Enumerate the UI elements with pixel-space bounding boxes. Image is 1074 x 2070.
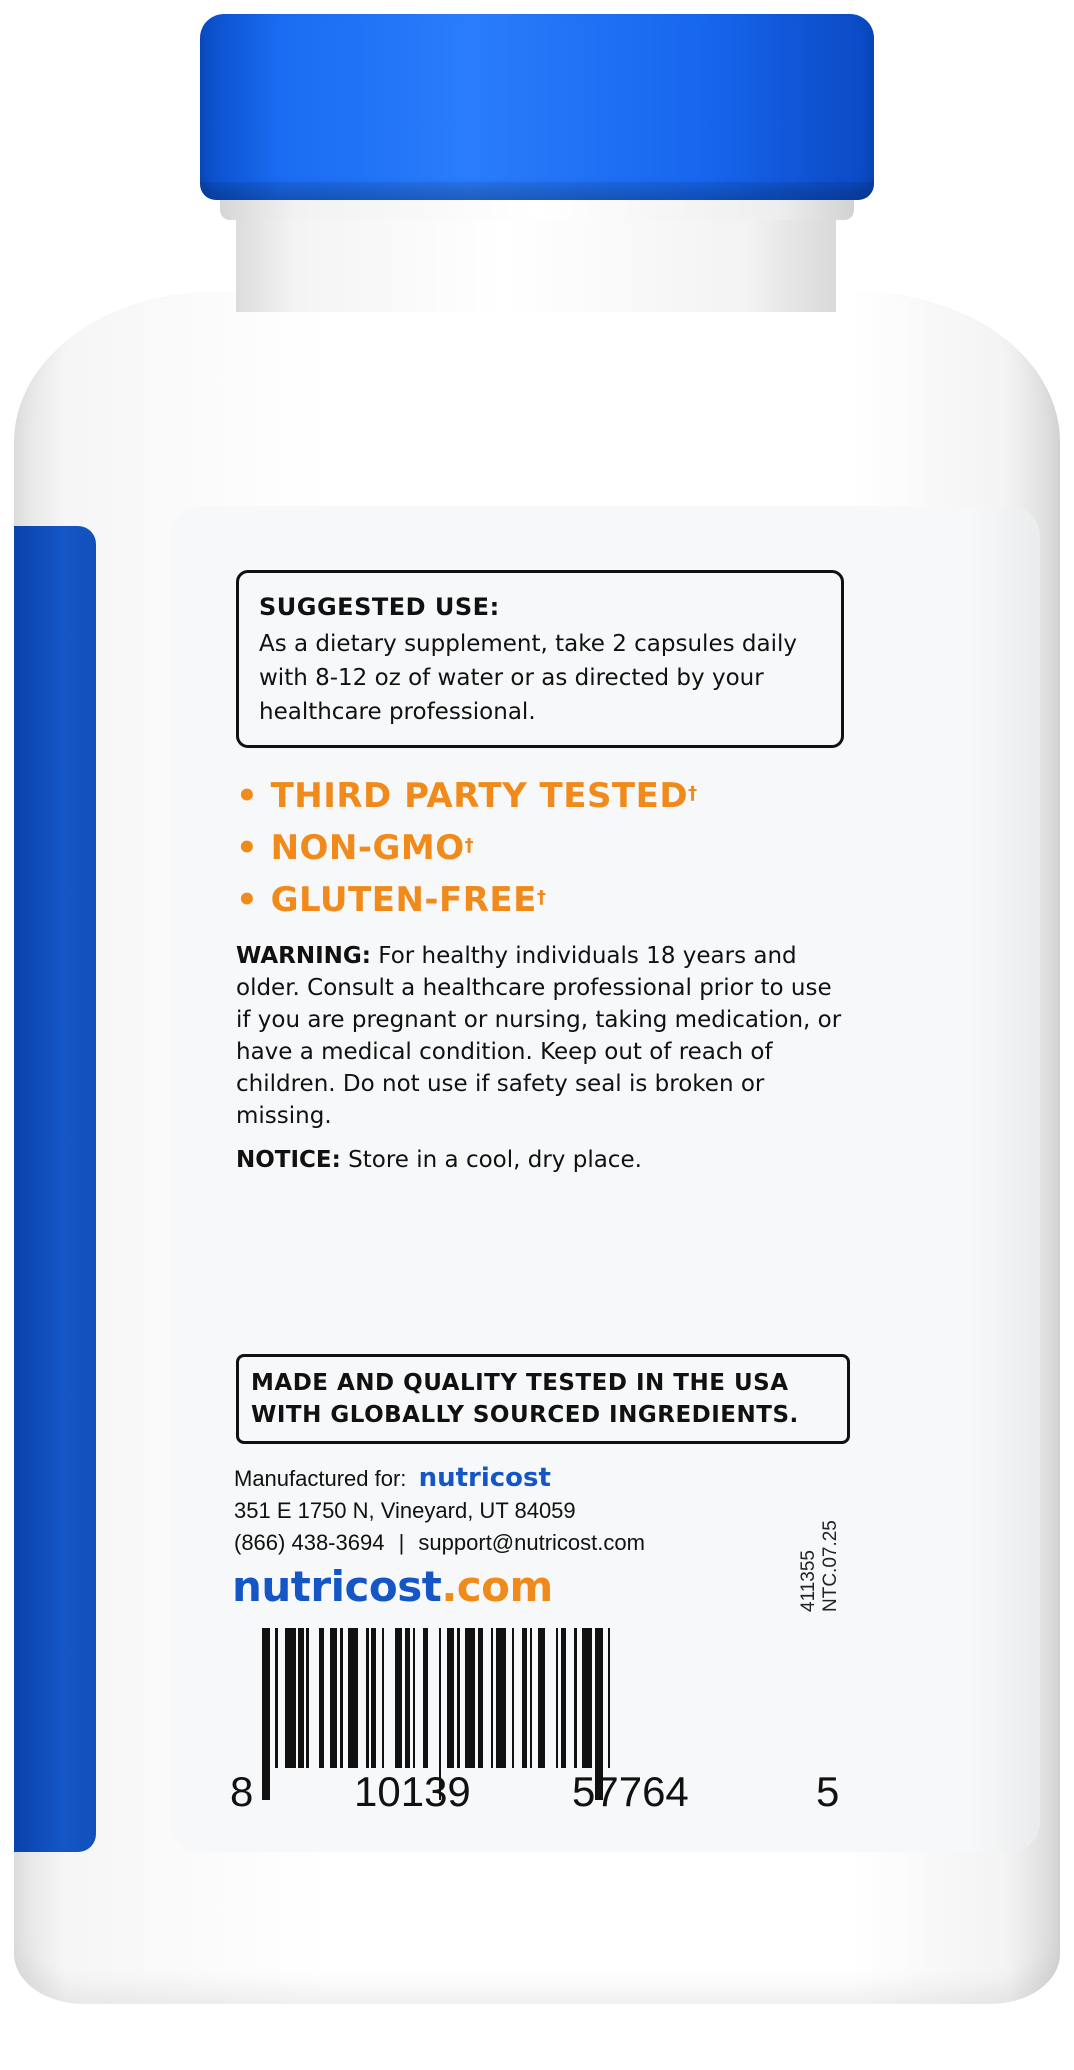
barcode-bar bbox=[330, 1628, 338, 1768]
notice-text: NOTICE: Store in a cool, dry place. bbox=[236, 1147, 642, 1173]
barcode-bar bbox=[275, 1628, 278, 1768]
claim-gluten-free: • GLUTEN-FREE† bbox=[236, 880, 547, 920]
manufacturer-info bbox=[234, 1462, 645, 1559]
manufacturer-line bbox=[234, 1462, 645, 1495]
label-blue-strip bbox=[14, 526, 96, 1852]
barcode-group-left: 10139 bbox=[354, 1768, 471, 1815]
barcode-bar bbox=[574, 1628, 577, 1768]
manufacturer-contact bbox=[234, 1527, 645, 1559]
barcode-bar bbox=[285, 1628, 295, 1768]
barcode-bar bbox=[348, 1628, 358, 1768]
manufactured-for-label: Manufactured for: bbox=[234, 1466, 407, 1491]
barcode-bar bbox=[496, 1628, 506, 1768]
barcode-bar bbox=[561, 1628, 566, 1768]
barcode-bar bbox=[447, 1628, 455, 1768]
barcode-bar bbox=[371, 1628, 376, 1768]
lot-code bbox=[798, 1520, 908, 1612]
claim-non-gmo: • NON-GMO† bbox=[236, 828, 475, 868]
lot-ntc: NTC.07.25 bbox=[820, 1520, 841, 1612]
made-in-usa-box bbox=[236, 1354, 850, 1444]
label-content bbox=[236, 570, 856, 1176]
barcode-bar bbox=[423, 1628, 428, 1768]
barcode-bar bbox=[556, 1628, 559, 1768]
lot-number: 411355 bbox=[798, 1550, 819, 1612]
barcode-group-right: 57764 bbox=[572, 1768, 689, 1815]
barcode-bar bbox=[530, 1628, 533, 1768]
barcode-bar bbox=[478, 1628, 483, 1768]
barcode-digit-first: 8 bbox=[230, 1768, 254, 1815]
barcode-bar bbox=[395, 1628, 403, 1768]
suggested-use-box bbox=[236, 570, 844, 748]
barcode-bar bbox=[538, 1628, 546, 1768]
barcode-bar bbox=[522, 1628, 527, 1768]
barcode-digit-last: 5 bbox=[816, 1768, 840, 1815]
barcode-bar bbox=[382, 1628, 385, 1768]
manufacturer-phone: (866) 438-3694 bbox=[234, 1530, 385, 1555]
barcode-bar bbox=[306, 1628, 309, 1768]
bottle-cap bbox=[200, 14, 874, 200]
barcode-bar bbox=[413, 1628, 416, 1768]
barcode-bar bbox=[465, 1628, 475, 1768]
barcode-bar bbox=[405, 1628, 410, 1768]
barcode-bar bbox=[319, 1628, 324, 1768]
claim-third-party-tested: • THIRD PARTY TESTED† bbox=[236, 776, 698, 816]
barcode bbox=[262, 1628, 810, 1800]
claims-list bbox=[236, 770, 856, 926]
barcode-bar bbox=[298, 1628, 303, 1768]
barcode-bar bbox=[366, 1628, 369, 1768]
barcode-bar bbox=[340, 1628, 343, 1768]
barcode-bar bbox=[262, 1628, 270, 1800]
made-in-line-1: MADE AND QUALITY TESTED IN THE USA bbox=[251, 1370, 789, 1396]
made-in-line-2: WITH GLOBALLY SOURCED INGREDIENTS. bbox=[251, 1402, 799, 1428]
brand-logo-small: nutricost bbox=[418, 1463, 551, 1493]
barcode-bar bbox=[582, 1628, 592, 1768]
suggested-use-title: SUGGESTED USE: bbox=[259, 593, 500, 621]
warning-text: WARNING: For healthy individuals 18 years and older. Consult a healthcare professional prior to use if you are pregnant or nursing, taking medication, or have a medical condition. Keep out of reach of children. Do not use if safety seal is broken or missing. bbox=[236, 943, 842, 1129]
website-logo: nutricost.com bbox=[232, 1562, 553, 1611]
barcode-bar bbox=[491, 1628, 494, 1768]
contact-separator: | bbox=[398, 1530, 405, 1555]
suggested-use-text: As a dietary supplement, take 2 capsules daily with 8-12 oz of water or as directed by your healthcare professional. bbox=[259, 631, 797, 725]
barcode-bar bbox=[608, 1628, 611, 1768]
barcode-bar bbox=[457, 1628, 460, 1768]
manufacturer-email: support@nutricost.com bbox=[418, 1530, 645, 1555]
barcode-bar bbox=[512, 1628, 515, 1768]
manufacturer-address: 351 E 1750 N, Vineyard, UT 84059 bbox=[234, 1498, 576, 1523]
